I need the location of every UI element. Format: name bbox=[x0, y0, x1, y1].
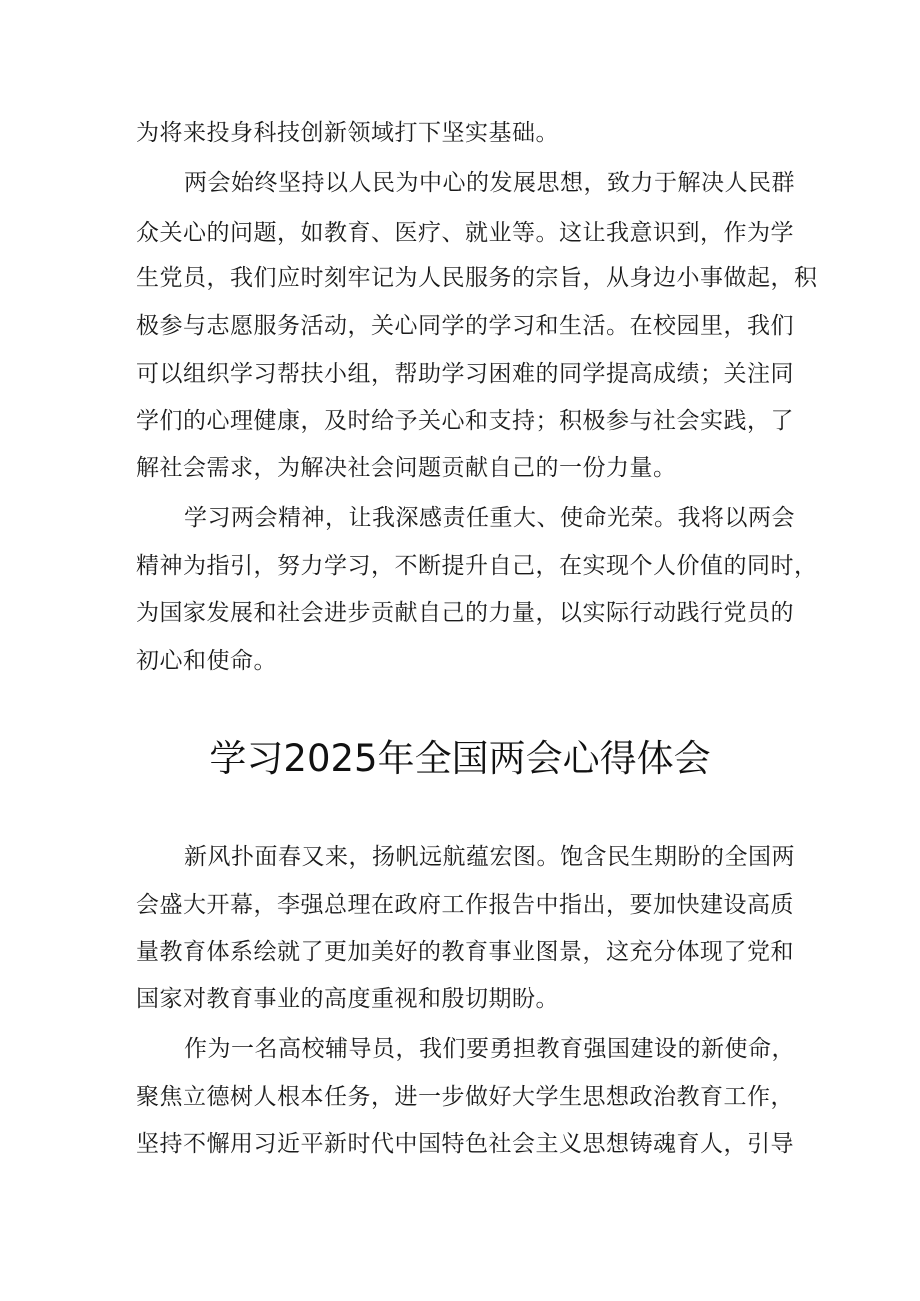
text-line: 学习两会精神，让我深感责任重大、使命光荣。我将以两会 bbox=[184, 505, 795, 531]
text-line: 量教育体系绘就了更加美好的教育事业图景，这充分体现了党和 bbox=[136, 939, 794, 965]
text-line: 生党员，我们应时刻牢记为人民服务的宗旨，从身边小事做起，积 bbox=[136, 265, 818, 291]
text-line: 可以组织学习帮扶小组，帮助学习困难的同学提高成绩；关注同 bbox=[136, 361, 794, 387]
text-line: 初心和使命。 bbox=[136, 648, 277, 674]
text-line: 作为一名高校辅导员，我们要勇担教育强国建设的新使命， bbox=[184, 1036, 795, 1062]
text-line: 精神为指引，努力学习，不断提升自己，在实现个人价值的同时， bbox=[136, 553, 818, 579]
text-line: 解社会需求，为解决社会问题贡献自己的一份力量。 bbox=[136, 455, 677, 481]
text-line: 会盛大开幕，李强总理在政府工作报告中指出，要加快建设高质 bbox=[136, 892, 794, 918]
text-line: 国家对教育事业的高度重视和殷切期盼。 bbox=[136, 986, 559, 1012]
text-line: 新风扑面春又来，扬帆远航蕴宏图。饱含民生期盼的全国两 bbox=[184, 844, 795, 870]
text-line: 众关心的问题，如教育、医疗、就业等。这让我意识到，作为学 bbox=[136, 220, 794, 246]
text-line: 为将来投身科技创新领域打下坚实基础。 bbox=[136, 120, 559, 146]
text-line: 为国家发展和社会进步贡献自己的力量，以实际行动践行党员的 bbox=[136, 600, 794, 626]
text-line: 聚焦立德树人根本任务，进一步做好大学生思想政治教育工作， bbox=[136, 1084, 794, 1110]
text-line: 坚持不懈用习近平新时代中国特色社会主义思想铸魂育人，引导 bbox=[136, 1131, 794, 1157]
document-title: 学习2025年全国两会心得体会 bbox=[209, 737, 711, 780]
text-line: 两会始终坚持以人民为中心的发展思想，致力于解决人民群 bbox=[184, 170, 795, 196]
text-line: 极参与志愿服务活动，关心同学的学习和生活。在校园里，我们 bbox=[136, 313, 794, 339]
text-line: 学们的心理健康，及时给予关心和支持；积极参与社会实践，了 bbox=[136, 408, 794, 434]
